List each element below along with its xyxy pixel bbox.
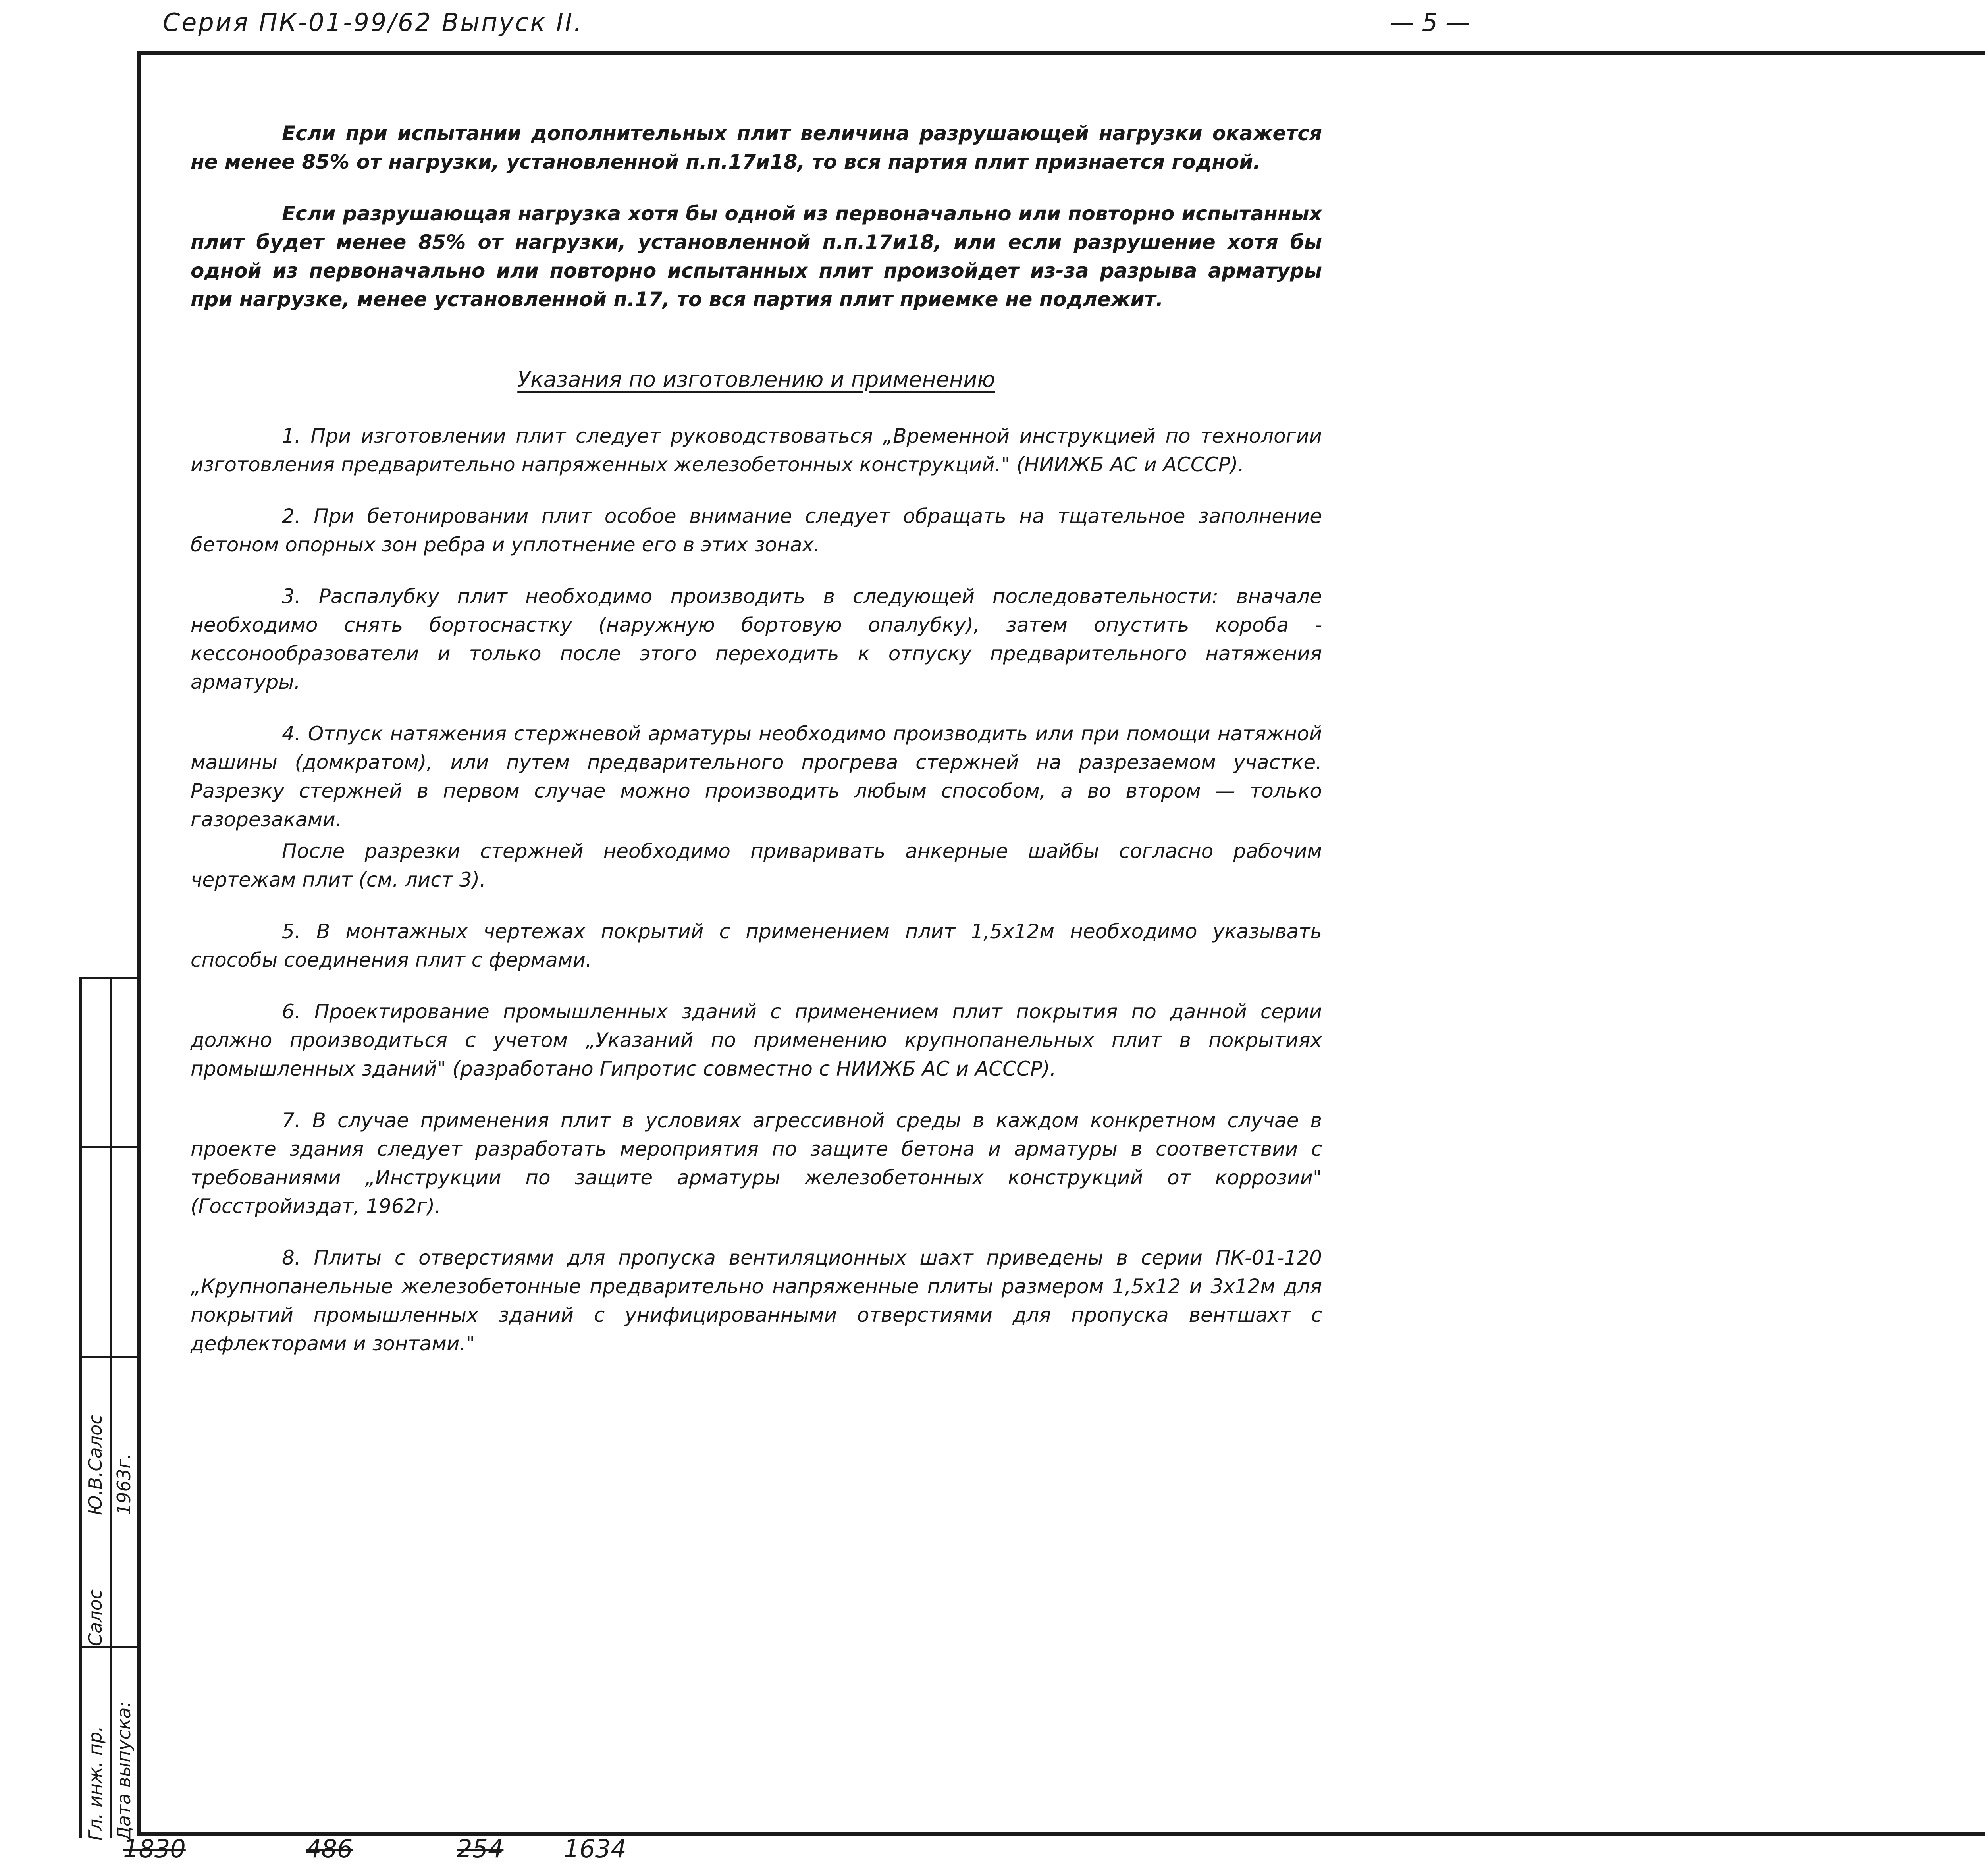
list-item: 3. Распалубку плит необходимо производить в следующей последовательности: вначале необходимо снять бортоснастку (наружную бортовую опалубку), затем опустить короба - кессонообразователи и только после этого переходить к отпуску предварительного натяжения арматуры. — [191, 585, 1322, 694]
document-body — [191, 119, 1322, 1381]
list-item: 8. Плиты с отверстиями для пропуска вентиляционных шахт приведены в серии ПК-01-120 „Крупнопанельные железобетонные предварительно напряженные плиты размером 1,5х12 и 3х12м для покрытий промышленных зданий с унифицированными отверстиями для пропуска вентшахт с дефлекторами и зонтами." — [191, 1246, 1322, 1355]
stamp-row-line — [82, 1646, 137, 1648]
stamp-role-label: Дата выпуска: — [113, 1701, 135, 1841]
archive-number: 1634 — [564, 1834, 626, 1863]
list-item: 2. При бетонировании плит особое внимание следует обращать на тщательное заполнение бетоном опорных зон ребра и уплотнение его в этих зонах. — [191, 505, 1322, 556]
list-item: 7. В случае применения плит в условиях агрессивной среды в каждом конкретном случае в проекте здания следует разработать мероприятия по защите бетона и арматуры в соответствии с требованиями „Инструкции по защите арматуры железобетонных конструкций от коррозии" (Госстройиздат, 1962г). — [191, 1109, 1322, 1218]
list-item: После разрезки стержней необходимо приваривать анкерные шайбы согласно рабочим чертежам плит (см. лист 3). — [191, 840, 1322, 891]
list-item: 5. В монтажных чертежах покрытий с применением плит 1,5х12м необходимо указывать способы соединения плит с фермами. — [191, 920, 1322, 972]
page-number: — 5 — — [1390, 8, 1470, 37]
series-title: Серия ПК-01-99/62 Выпуск II. — [163, 8, 583, 37]
stamp-date: 1963г. — [113, 1453, 135, 1515]
stamp-signature: Ю.В.Салос — [85, 1414, 106, 1515]
stamp-row-line — [82, 1356, 137, 1358]
stamp-name: Салос — [85, 1589, 106, 1646]
archive-number: 486 — [306, 1834, 353, 1863]
list-item: 6. Проектирование промышленных зданий с применением плит покрытия по данной серии должно производиться с учетом „Указаний по применению крупнопанельных плит в покрытиях промышленных зданий" (разработано Гипротис совместно с НИИЖБ АС и АСССР). — [191, 1000, 1322, 1080]
archive-number: 254 — [457, 1834, 504, 1863]
list-item: 1. При изготовлении плит следует руководствоваться „Временной инструкцией по технологии изготовления предварительно напряженных железобетонных конструкций." (НИИЖБ АС и АСССР). — [191, 424, 1322, 476]
title-block-stamp — [79, 977, 137, 1841]
list-item: 4. Отпуск натяжения стержневой арматуры необходимо производить или при помощи натяжной машины (домкратом), или путем предварительного прогрева стержней на разрезаемом участке. Разрезку стержней в первом случае можно производить любым способом, а во втором — только газорезаками. — [191, 722, 1322, 831]
stamp-row-line — [82, 1146, 137, 1148]
archive-number: 1830 — [123, 1834, 186, 1863]
section-heading: Указания по изготовлению и применению — [517, 367, 995, 392]
paragraph: Если разрушающая нагрузка хотя бы одной из первоначально или повторно испытанных плит будет менее 85% от нагрузки, установленной п.п.17и18, или если разрушение хотя бы одной из первоначально или повторно испытанных плит произойдет из-за разрыва арматуры при нагрузке, менее установленной п.17, то вся партия плит приемке не подлежит. — [191, 202, 1322, 311]
paragraph: Если при испытании дополнительных плит величина разрушающей нагрузки окажется не менее 85% от нагрузки, установленной п.п.17и18, то вся партия плит признается годной. — [191, 122, 1322, 174]
stamp-role-label: Гл. инж. пр. — [85, 1726, 106, 1841]
